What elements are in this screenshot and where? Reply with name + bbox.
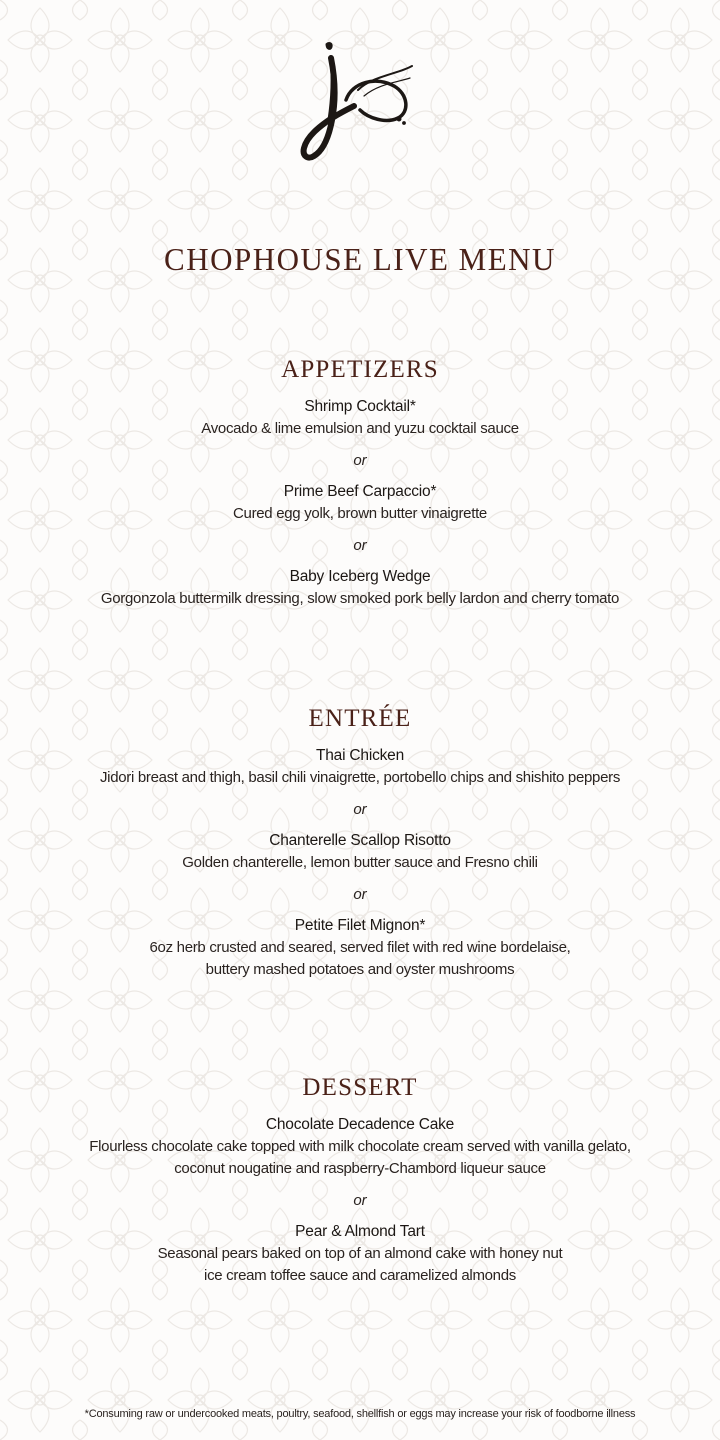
item-name: Chocolate Decadence Cake	[265, 1116, 455, 1133]
item-description: 6oz herb crusted and seared, served filet with red wine bordelaise,	[149, 939, 571, 956]
section-heading: DESSERT	[302, 1074, 418, 1101]
menu-item	[0, 566, 720, 610]
or-separator: or	[353, 537, 367, 554]
entree-section	[0, 703, 720, 981]
item-name: Pear & Almond Tart	[295, 1223, 425, 1240]
menu-item	[0, 1221, 720, 1287]
dessert-section	[0, 1072, 720, 1287]
item-name: Thai Chicken	[315, 747, 405, 764]
menu-item	[0, 915, 720, 981]
menu-item	[0, 1114, 720, 1180]
item-description: Seasonal pears baked on top of an almond cake with honey nut	[157, 1245, 563, 1262]
item-name: Petite Filet Mignon*	[294, 917, 426, 934]
jo-monogram-logo-icon	[298, 38, 418, 166]
item-name: Prime Beef Carpaccio*	[283, 483, 437, 500]
menu-title: CHOPHOUSE LIVE MENU	[164, 241, 556, 278]
item-description: Golden chanterelle, lemon butter sauce and Fresno chili	[182, 854, 538, 871]
menu-item	[0, 745, 720, 789]
or-separator: or	[353, 1192, 367, 1209]
or-separator: or	[353, 886, 367, 903]
item-name: Chanterelle Scallop Risotto	[269, 832, 451, 849]
or-separator: or	[353, 452, 367, 469]
item-description: Jidori breast and thigh, basil chili vinaigrette, portobello chips and shishito peppers	[99, 769, 621, 786]
or-separator: or	[353, 801, 367, 818]
menu-item	[0, 396, 720, 440]
item-description: buttery mashed potatoes and oyster mushrooms	[205, 961, 515, 978]
item-description: Gorgonzola buttermilk dressing, slow smoked pork belly lardon and cherry tomato	[100, 590, 620, 607]
item-description: ice cream toffee sauce and caramelized almonds	[204, 1267, 516, 1284]
allergen-footnote: *Consuming raw or undercooked meats, poultry, seafood, shellfish or eggs may increase your risk of foodborne illness	[84, 1408, 636, 1420]
item-description: Cured egg yolk, brown butter vinaigrette	[233, 505, 487, 522]
item-description: Avocado & lime emulsion and yuzu cocktail sauce	[201, 420, 519, 437]
item-name: Baby Iceberg Wedge	[289, 568, 431, 585]
section-heading: ENTRÉE	[308, 705, 412, 732]
appetizers-section	[0, 354, 720, 610]
menu-item	[0, 830, 720, 874]
item-name: Shrimp Cocktail*	[304, 398, 416, 415]
item-description: coconut nougatine and raspberry-Chambord liqueur sauce	[174, 1160, 546, 1177]
menu-item	[0, 481, 720, 525]
section-heading: APPETIZERS	[281, 356, 439, 383]
item-description: Flourless chocolate cake topped with milk chocolate cream served with vanilla gelato,	[89, 1138, 631, 1155]
